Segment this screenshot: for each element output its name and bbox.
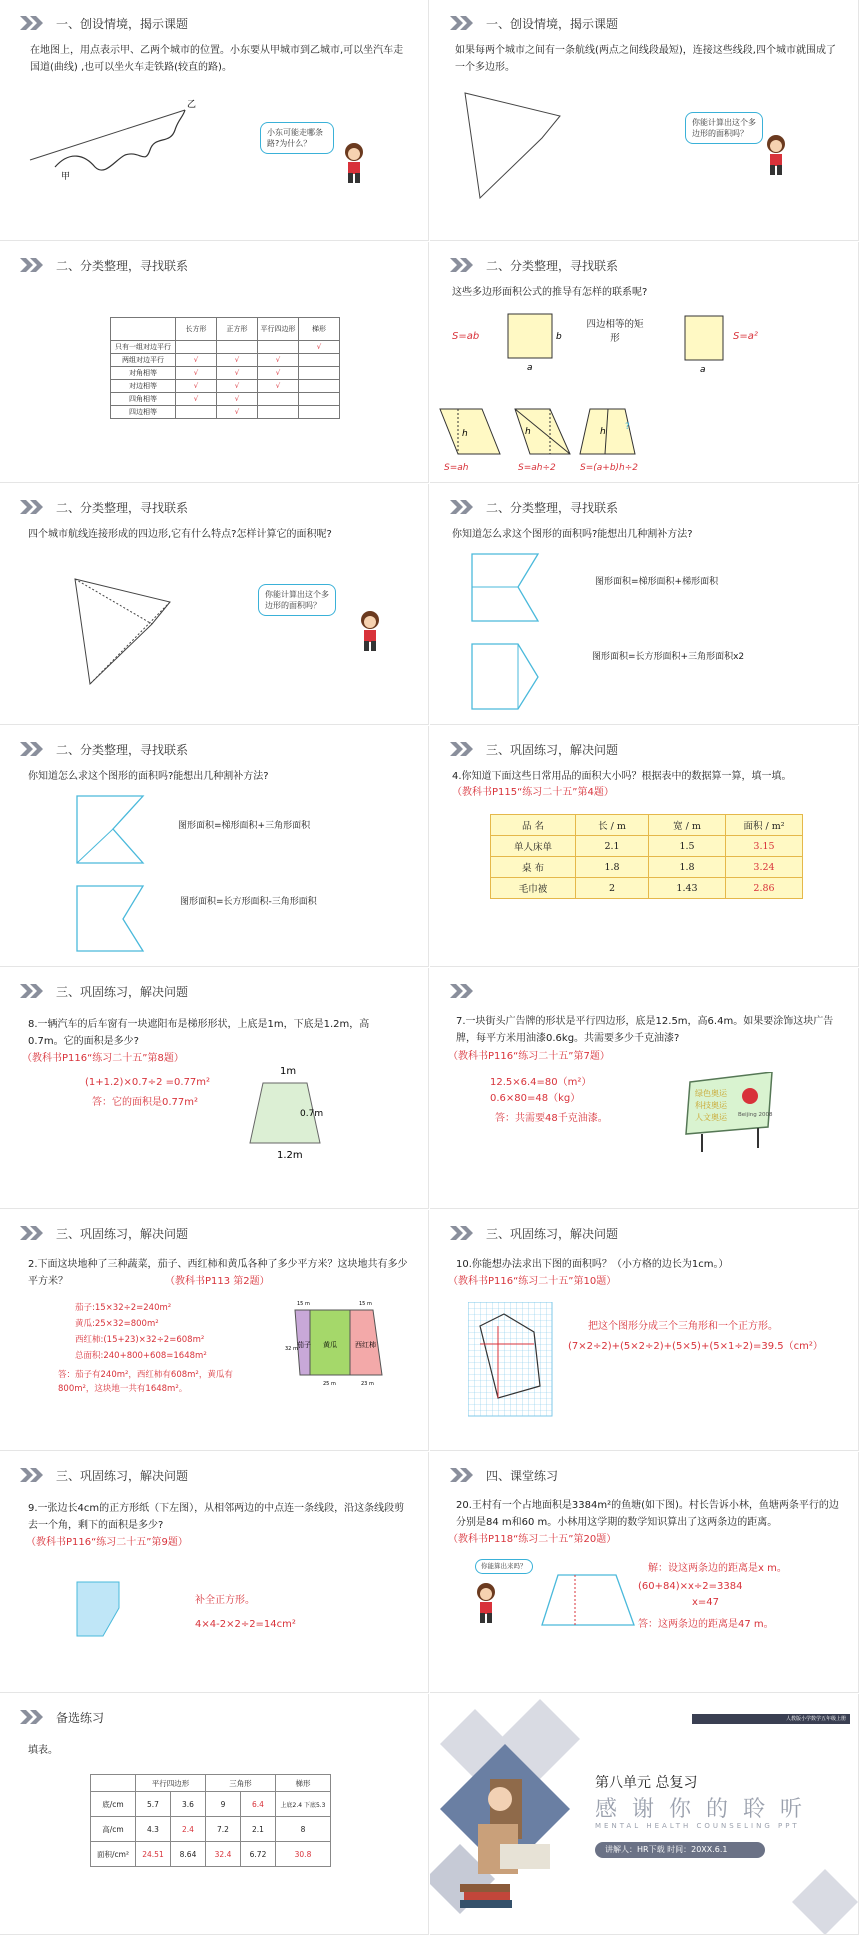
chevron-icon xyxy=(450,984,476,998)
table-cell: 上底2.4 下底5.3 xyxy=(276,1792,331,1817)
header-title: 二、分类整理，寻找联系 xyxy=(486,258,619,273)
slide-header xyxy=(20,1224,188,1242)
calc-line-1: 12.5×6.4=80（m²） xyxy=(490,1077,592,1088)
answer: 答：茄子有240m²，西红柿有608m²，黄瓜有800m²，这块地一共有1648m²。 xyxy=(58,1370,233,1394)
table-row-label: 对边相等 xyxy=(111,380,176,393)
label-h: h xyxy=(525,427,531,437)
header-title: 四、课堂练习 xyxy=(486,1468,559,1483)
textbook-ref: （教科书P116“练习二十五”第10题） xyxy=(448,1276,617,1287)
slide-5[interactable] xyxy=(0,484,429,725)
formula-rect: S=ab xyxy=(452,331,480,342)
slide-13[interactable] xyxy=(0,1452,429,1693)
header-title: 三、巩固练习，解决问题 xyxy=(56,1468,189,1483)
table-cell: 毛巾被 xyxy=(491,878,576,899)
table-cell: 2.4 xyxy=(171,1817,206,1842)
slide-text: 8.一辆汽车的后车窗有一块遮阳布是梯形形状，上底是1m，下底是1.2m，高0.7m。它的面积是多少? xyxy=(28,1019,370,1047)
chevron-icon xyxy=(20,258,46,272)
table-cell: 7.2 xyxy=(206,1817,241,1842)
sign-text-1: 绿色奥运 xyxy=(695,1089,727,1098)
check-mark: √ xyxy=(217,380,258,393)
slide-text: 填表。 xyxy=(28,1745,58,1756)
calc-line-2: 黄瓜:25×32=800m² xyxy=(75,1319,159,1329)
check-mark: √ xyxy=(217,406,258,419)
header-title: 三、巩固练习，解决问题 xyxy=(56,984,189,999)
calc-line-2: (7×2÷2)+(5×2÷2)+(5×5)+(5×1÷2)=39.5（cm²） xyxy=(568,1341,823,1352)
slide-header xyxy=(450,498,618,516)
textbook-ref: （教科书P116“练习二十五”第8题） xyxy=(22,1053,184,1064)
vegetable-field xyxy=(285,1295,395,1390)
unit-title: 第八单元 总复习 xyxy=(595,1775,698,1791)
top-tag: 人教版小学数学五年级上册 xyxy=(692,1714,850,1724)
table-row-label: 面积/cm² xyxy=(91,1842,136,1867)
pond-trapezoid xyxy=(540,1567,640,1632)
trapezoid-figure xyxy=(245,1058,335,1163)
table-cell: 1.8 xyxy=(649,857,726,878)
header-title: 三、巩固练习，解决问题 xyxy=(56,1226,189,1241)
chevron-icon xyxy=(20,742,46,756)
textbook-ref: （教科书P113 第2题） xyxy=(165,1276,270,1287)
slide-header xyxy=(450,1224,618,1242)
slide-text: 7.一块街头广告牌的形状是平行四边形，底是12.5m，高6.4m。如果要涂饰这块广告牌，每平方米用油漆0.6kg。共需要多少千克油漆? xyxy=(456,1016,834,1044)
header-title: 备选练习 xyxy=(56,1710,105,1725)
label-h: h xyxy=(462,429,468,439)
speech-bubble: 小东可能走哪条路?为什么？ xyxy=(260,122,334,154)
method-2: 图形面积=长方形面积+三角形面积x2 xyxy=(592,652,745,662)
slide-text: 20.王村有一个占地面积是3384m²的鱼塘(如下图)。村长告诉小林，鱼塘两条平行的边分别是84 m和60 m。小林用这学期的数学知识算出了这两条边的距离。 xyxy=(456,1500,839,1528)
table-header: 梯形 xyxy=(276,1775,331,1792)
slide-4[interactable] xyxy=(430,242,859,483)
chevron-icon xyxy=(450,1468,476,1482)
calc-line-4: 总面积:240+800+608=1648m² xyxy=(75,1351,207,1361)
table-row-label: 底/cm xyxy=(91,1792,136,1817)
formula-trapezoid: S=(a+b)h÷2 xyxy=(580,463,639,473)
cut-square-figure xyxy=(75,1580,125,1640)
header-title: 二、分类整理，寻找联系 xyxy=(486,500,619,515)
check-mark: √ xyxy=(176,393,217,406)
table-header: 正方形 xyxy=(217,318,258,341)
table-header: 平行四边形 xyxy=(258,318,299,341)
question-mark: ? xyxy=(625,422,630,432)
check-mark: √ xyxy=(258,354,299,367)
formula-triangle: S=ah÷2 xyxy=(518,463,556,473)
thanks-title: 感 谢 你 的 聆 听 xyxy=(595,1797,806,1822)
slide-14[interactable] xyxy=(430,1452,859,1693)
chevron-icon xyxy=(450,16,476,30)
calc-line-3: x=47 xyxy=(692,1597,720,1608)
middle-label: 四边相等的矩形 xyxy=(586,319,644,344)
map-figure xyxy=(25,95,275,195)
slide-header xyxy=(20,1466,188,1484)
table-cell: 4.3 xyxy=(136,1817,171,1842)
table-row-label: 四角相等 xyxy=(111,393,176,406)
slide-header xyxy=(450,1466,558,1484)
textbook-ref: （教科书P118“练习二十五”第20题） xyxy=(448,1534,617,1545)
textbook-ref: （教科书P115“练习二十五”第4题） xyxy=(452,787,614,798)
split-figures xyxy=(75,791,155,961)
table-cell: 3.15 xyxy=(726,836,803,857)
answer: 答：共需要48千克油漆。 xyxy=(495,1113,608,1124)
method-2: 图形面积=长方形面积-三角形面积 xyxy=(180,897,317,907)
dim-label: 25 m xyxy=(323,1381,336,1387)
table-cell: 1.8 xyxy=(576,857,649,878)
table-cell: 8 xyxy=(276,1817,331,1842)
slide-2[interactable] xyxy=(430,0,859,241)
slide-header xyxy=(20,498,188,516)
check-mark: √ xyxy=(176,367,217,380)
table-cell: 2.86 xyxy=(726,878,803,899)
check-mark: √ xyxy=(299,341,340,354)
slide-text: 10.你能想办法求出下图的面积吗？（小方格的边长为1cm。） xyxy=(456,1259,729,1270)
veg-label-3: 西红柿 xyxy=(355,1341,376,1349)
slide-16-thanks[interactable] xyxy=(430,1694,859,1935)
textbook-ref: （教科书P116“练习二十五”第9题） xyxy=(26,1537,188,1548)
girl-icon xyxy=(336,140,372,186)
formula-diagram xyxy=(430,304,859,479)
slide-header xyxy=(450,256,618,274)
slide-12[interactable] xyxy=(430,1210,859,1451)
table-header: 梯形 xyxy=(299,318,340,341)
label-a: a xyxy=(700,365,706,375)
speech-bubble: 你能计算出这个多边形的面积吗？ xyxy=(685,112,763,144)
check-mark: √ xyxy=(217,367,258,380)
chevron-icon xyxy=(20,1468,46,1482)
table-cell: 单人床单 xyxy=(491,836,576,857)
slide-3[interactable] xyxy=(0,242,429,483)
slide-1[interactable] xyxy=(0,0,429,241)
check-mark: √ xyxy=(217,354,258,367)
slide-15[interactable] xyxy=(0,1694,429,1935)
table-header: 长方形 xyxy=(176,318,217,341)
slide-text: 你知道怎么求这个图形的面积吗?能想出几种割补方法? xyxy=(452,529,693,540)
calc-line-2: 4×4-2×2÷2=14cm² xyxy=(195,1619,296,1630)
table-cell: 2.1 xyxy=(576,836,649,857)
label-b: b xyxy=(556,332,562,342)
label-h: h xyxy=(600,427,606,437)
table-header: 平行四边形 xyxy=(136,1775,206,1792)
slide-header xyxy=(450,14,618,32)
dim-label: 15 m xyxy=(297,1301,310,1307)
quadrilateral-diagonals xyxy=(70,574,210,689)
slide-text: 这些多边形面积公式的推导有怎样的联系呢? xyxy=(452,287,648,298)
table-cell: 1.43 xyxy=(649,878,726,899)
fill-table xyxy=(90,1774,331,1867)
table-row-label: 四边相等 xyxy=(111,406,176,419)
billboard-icon xyxy=(680,1072,780,1152)
check-mark: √ xyxy=(176,380,217,393)
slide-text: 2.下面这块地种了三种蔬菜，茄子、西红柿和黄瓜各种了多少平方米？这块地共有多少平方米？ xyxy=(28,1259,408,1287)
header-title: 二、分类整理，寻找联系 xyxy=(56,500,189,515)
table-cell: 9 xyxy=(206,1792,241,1817)
calc-line-1: 补全正方形。 xyxy=(195,1595,255,1606)
slide-11[interactable] xyxy=(0,1210,429,1451)
city-b-label: 乙 xyxy=(187,100,197,110)
table-header: 三角形 xyxy=(206,1775,276,1792)
dim-label: 32 m xyxy=(285,1346,298,1352)
speech-bubble: 你能计算出这个多边形的面积吗？ xyxy=(258,584,336,616)
dim-label: 15 m xyxy=(359,1301,372,1307)
slide-10[interactable] xyxy=(430,968,859,1209)
calc-line-1: 茄子:15×32÷2=240m² xyxy=(75,1303,172,1313)
table-header: 长 / m xyxy=(576,815,649,836)
formula-parallelogram: S=ah xyxy=(444,463,469,473)
veg-label-1: 茄子 xyxy=(297,1341,311,1349)
slide-text: 你知道怎么求这个图形的面积吗?能想出几种割补方法? xyxy=(28,771,269,782)
sign-english: Beijing 2008 xyxy=(738,1112,773,1118)
table-header: 品 名 xyxy=(491,815,576,836)
girl-icon xyxy=(468,1580,504,1626)
table-cell: 桌 布 xyxy=(491,857,576,878)
grid-figure xyxy=(468,1302,558,1417)
answer: 答：它的面积是0.77m² xyxy=(92,1097,199,1108)
calc-line-1: 解：设这两条边的距离是x m。 xyxy=(648,1563,787,1574)
girl-icon xyxy=(352,608,388,654)
slide-header xyxy=(20,982,188,1000)
table-cell: 30.8 xyxy=(276,1842,331,1867)
presenter-bar: 讲解人：HR下载 时间：20XX.6.1 xyxy=(595,1842,765,1858)
table-cell: 8.64 xyxy=(171,1842,206,1867)
slide-header xyxy=(450,982,486,1000)
header-title: 一、创设情境，揭示课题 xyxy=(486,16,619,31)
chevron-icon xyxy=(450,258,476,272)
label-height: 0.7m xyxy=(300,1109,324,1119)
table-cell: 1.5 xyxy=(649,836,726,857)
calc-line-2: (60+84)×x÷2=3384 xyxy=(638,1581,743,1592)
header-title: 三、巩固练习，解决问题 xyxy=(486,742,619,757)
veg-label-2: 黄瓜 xyxy=(323,1341,337,1349)
table-cell: 6.4 xyxy=(241,1792,276,1817)
speech-bubble: 你能算出来吗？ xyxy=(475,1559,533,1574)
header-title: 一、创设情境，揭示课题 xyxy=(56,16,189,31)
answer: 答：这两条边的距离是47 m。 xyxy=(638,1619,774,1630)
check-mark: √ xyxy=(258,367,299,380)
table-header: 宽 / m xyxy=(649,815,726,836)
method-1: 图形面积=梯形面积+三角形面积 xyxy=(178,821,311,831)
slide-header xyxy=(20,256,188,274)
table-row-label: 只有一组对边平行 xyxy=(111,341,176,354)
table-cell: 2 xyxy=(576,878,649,899)
slide-header xyxy=(450,740,618,758)
table-cell: 3.24 xyxy=(726,857,803,878)
check-mark: √ xyxy=(217,393,258,406)
slide-text: 9.一张边长4cm的正方形纸（下左图），从相邻两边的中点连一条线段，沿这条线段剪去一个角，剩下的面积是多少? xyxy=(28,1503,405,1531)
chevron-icon xyxy=(20,1710,46,1724)
english-subtitle: MENTAL HEALTH COUNSELING PPT xyxy=(595,1822,800,1830)
label-top: 1m xyxy=(280,1066,297,1077)
property-table xyxy=(110,317,340,419)
chevron-icon xyxy=(20,984,46,998)
table-cell: 6.72 xyxy=(241,1842,276,1867)
formula-square: S=a² xyxy=(733,331,758,342)
table-cell: 32.4 xyxy=(206,1842,241,1867)
table-row-label: 对角相等 xyxy=(111,367,176,380)
table-header: 面积 / m² xyxy=(726,815,803,836)
split-figures xyxy=(470,549,550,719)
slide-6[interactable] xyxy=(430,484,859,725)
chevron-icon xyxy=(450,1226,476,1240)
calc-line-1: 把这个图形分成三个三角形和一个正方形。 xyxy=(588,1321,778,1332)
dim-label: 23 m xyxy=(361,1381,374,1387)
header-title: 二、分类整理，寻找联系 xyxy=(56,258,189,273)
table-header xyxy=(91,1775,136,1792)
header-title: 二、分类整理，寻找联系 xyxy=(56,742,189,757)
table-cell: 3.6 xyxy=(171,1792,206,1817)
sign-text-2: 科技奥运 xyxy=(695,1101,727,1110)
slide-text: 在地图上，用点表示甲、乙两个城市的位置。小东要从甲城市到乙城市,可以坐汽车走国道(曲线) ,也可以坐火车走铁路(较直的路)。 xyxy=(30,45,404,73)
table-row-label: 两组对边平行 xyxy=(111,354,176,367)
calc-line-3: 西红柿:(15+23)×32÷2=608m² xyxy=(75,1335,205,1345)
slide-text: 四个城市航线连接形成的四边形,它有什么特点?怎样计算它的面积呢? xyxy=(28,529,332,540)
slide-8[interactable] xyxy=(430,726,859,967)
product-table xyxy=(490,814,803,899)
table-row-label: 高/cm xyxy=(91,1817,136,1842)
table-cell: 5.7 xyxy=(136,1792,171,1817)
chevron-icon xyxy=(450,500,476,514)
table-cell: 2.1 xyxy=(241,1817,276,1842)
check-mark: √ xyxy=(176,354,217,367)
slide-header xyxy=(20,14,188,32)
calc-line: (1+1.2)×0.7÷2 =0.77m² xyxy=(85,1077,211,1088)
textbook-ref: （教科书P116“练习二十五”第7题） xyxy=(448,1051,610,1062)
slide-header xyxy=(20,740,188,758)
chevron-icon xyxy=(20,1226,46,1240)
chevron-icon xyxy=(20,16,46,30)
calc-line-2: 0.6×80=48（kg） xyxy=(490,1093,581,1104)
slide-header xyxy=(20,1708,104,1726)
check-mark: √ xyxy=(258,380,299,393)
girl-icon xyxy=(758,132,794,178)
chevron-icon xyxy=(20,500,46,514)
label-a: a xyxy=(527,363,533,373)
city-a-label: 甲 xyxy=(61,172,71,182)
method-1: 图形面积=梯形面积+梯形面积 xyxy=(595,577,719,587)
slide-text: 4.你知道下面这些日常用品的面积大小吗？根据表中的数据算一算，填一填。 xyxy=(452,771,792,782)
quadrilateral-figure xyxy=(460,88,600,203)
slide-9[interactable] xyxy=(0,968,429,1209)
table-cell: 24.51 xyxy=(136,1842,171,1867)
label-bottom: 1.2m xyxy=(277,1150,303,1161)
slide-7[interactable] xyxy=(0,726,429,967)
slide-text: 如果每两个城市之间有一条航线(两点之间线段最短)，连接这些线段,四个城市就围成了一个多边形。 xyxy=(455,45,836,73)
header-title: 三、巩固练习，解决问题 xyxy=(486,1226,619,1241)
table-header xyxy=(111,318,176,341)
sign-text-3: 人文奥运 xyxy=(695,1113,727,1122)
chevron-icon xyxy=(450,742,476,756)
